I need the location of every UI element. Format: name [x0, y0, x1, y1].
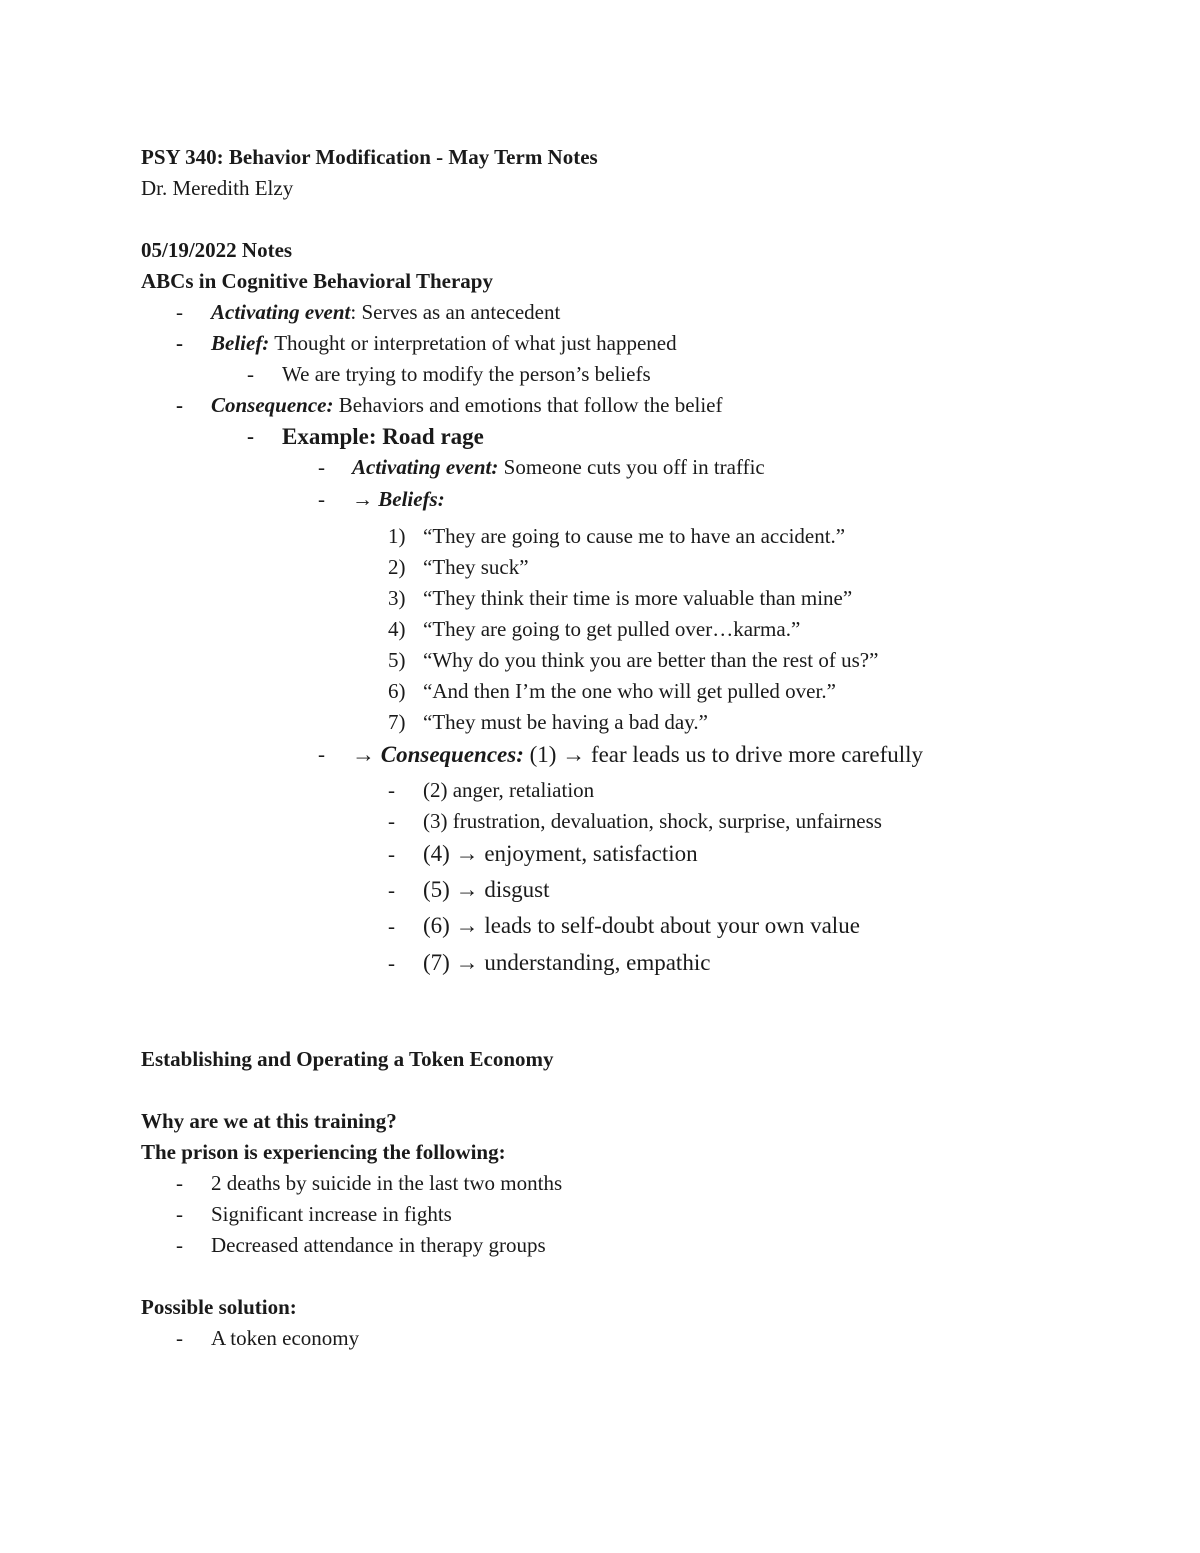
term-label: Belief: [211, 331, 270, 355]
document-title: PSY 340: Behavior Modification - May Term Notes [141, 145, 598, 169]
term-label: Consequence: [211, 393, 334, 417]
belief-item: “And then I’m the one who will get pulled over.” [423, 679, 836, 703]
bullet-dash: - [176, 300, 183, 324]
term-definition: Someone cuts you off in traffic [503, 455, 765, 479]
list-number: 7) [388, 710, 406, 734]
beliefs-label: → Beliefs: [352, 487, 445, 511]
consequence-item: (6) → leads to self-doubt about your own value [423, 913, 860, 938]
list-item: 2 deaths by suicide in the last two months [211, 1171, 563, 1195]
belief-item: “They are going to get pulled over…karma.” [423, 617, 801, 641]
bullet-dash: - [176, 1202, 183, 1226]
list-number: 6) [388, 679, 406, 703]
bullet-dash: - [176, 1326, 183, 1350]
list-item-consequence [211, 395, 723, 416]
list-number: 4) [388, 617, 406, 641]
consequence-item: (7) → understanding, empathic [423, 950, 711, 975]
list-item-activating: Activating event: Serves as an antecedent [211, 300, 561, 324]
bullet-dash: - [247, 424, 254, 448]
list-item-belief [211, 333, 677, 354]
bullet-dash: - [388, 914, 395, 938]
term-definition: Serves as an antecedent [361, 300, 561, 324]
section-heading-token-economy: Establishing and Operating a Token Economy [141, 1047, 554, 1071]
consequence-item: (1) → fear leads us to drive more carefully [529, 742, 924, 767]
list-number: 2) [388, 555, 406, 579]
belief-item: “Why do you think you are better than the rest of us?” [423, 648, 879, 672]
example-activating [352, 457, 765, 478]
belief-item: “They suck” [423, 555, 529, 579]
bullet-dash: - [247, 362, 254, 386]
bullet-dash: - [388, 842, 395, 866]
list-item: Significant increase in fights [211, 1202, 452, 1226]
bullet-dash: - [176, 1171, 183, 1195]
bullet-dash: - [176, 331, 183, 355]
term-definition: Thought or interpretation of what just happened [274, 331, 677, 355]
belief-item: “They must be having a bad day.” [423, 710, 708, 734]
why-heading: Why are we at this training? [141, 1109, 397, 1133]
consequence-item: (4) → enjoyment, satisfaction [423, 841, 698, 866]
arrow-icon: → [352, 742, 375, 767]
list-item: Decreased attendance in therapy groups [211, 1233, 546, 1257]
consequence-item: (5) → disgust [423, 877, 550, 902]
bullet-dash: - [388, 778, 395, 802]
term-definition: Behaviors and emotions that follow the belief [338, 393, 723, 417]
term-label: Activating event: [352, 455, 499, 479]
bullet-dash: - [388, 809, 395, 833]
bullet-dash: - [388, 878, 395, 902]
prison-heading: The prison is experiencing the following: [141, 1140, 506, 1164]
bullet-dash: - [176, 1233, 183, 1257]
solution-heading: Possible solution: [141, 1295, 297, 1319]
list-number: 1) [388, 524, 406, 548]
consequences-label: Consequences: [380, 742, 524, 767]
date-heading: 05/19/2022 Notes [141, 238, 293, 262]
belief-item: “They think their time is more valuable than mine” [423, 586, 853, 610]
bullet-dash: - [318, 487, 325, 511]
list-item-belief-note: We are trying to modify the person’s beliefs [282, 362, 651, 386]
instructor-name: Dr. Meredith Elzy [141, 176, 294, 200]
example-heading: Example: Road rage [282, 424, 484, 449]
list-number: 3) [388, 586, 406, 610]
list-number: 5) [388, 648, 406, 672]
consequence-item: (3) frustration, devaluation, shock, surprise, unfairness [423, 809, 882, 833]
list-item: A token economy [211, 1326, 360, 1350]
belief-item: “They are going to cause me to have an accident.” [423, 524, 846, 548]
term-label: Activating event [211, 300, 351, 324]
bullet-dash: - [318, 742, 325, 766]
bullet-dash: - [176, 393, 183, 417]
bullet-dash: - [318, 455, 325, 479]
topic-heading: ABCs in Cognitive Behavioral Therapy [141, 269, 493, 293]
bullet-dash: - [388, 951, 395, 975]
consequence-item: (2) anger, retaliation [423, 778, 595, 802]
consequences-line [352, 743, 923, 766]
